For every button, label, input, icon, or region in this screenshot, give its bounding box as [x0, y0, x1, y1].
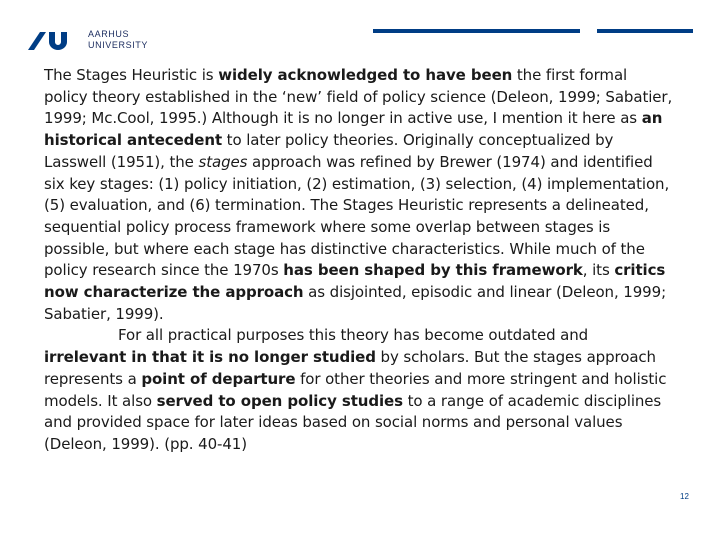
text-run: as disjointed, episodic and linear (Deleon, 1999; Sabatier, 1999).: [44, 283, 667, 323]
text-run: to a range of academic disciplines and provided space for later ideas based on social norms and personal values (Deleon, 1999). (pp. 40-41): [44, 391, 662, 453]
university-name: [88, 29, 148, 51]
text-run: for other theories and more stringent and holistic models. It also: [44, 369, 667, 410]
quotation-body: [44, 65, 674, 456]
text-run: to later policy theories. Originally conceptualized by Lasswell (1951), the: [44, 131, 614, 171]
page-number: 12: [680, 492, 689, 501]
emphasis-bold: has been shaped by this framework: [283, 261, 583, 280]
header-rule-long: [373, 29, 580, 33]
paragraph-2: [44, 325, 674, 455]
emphasis-bold: an historical antecedent: [44, 109, 663, 150]
emphasis-bold: served to open policy studies: [156, 391, 403, 410]
text-run: the first formal policy theory established in the ‘new’ field of policy science (Deleon, 1999; Sabatier, 1999; Mc.Cool, 1995.) Although it is no longer in active use, I mention it here as: [44, 66, 673, 128]
text-run: , its: [582, 261, 615, 280]
emphasis-bold: critics now characterize the approach: [44, 261, 666, 302]
header-rule-short: [597, 29, 693, 33]
text-run: by scholars. But the stages approach represents a: [44, 348, 656, 388]
emphasis-italic: stages: [198, 152, 248, 171]
emphasis-bold: widely acknowledged to have been: [218, 66, 513, 84]
text-run: For all practical purposes this theory has become outdated and: [118, 326, 589, 345]
emphasis-bold: irrelevant in that it is no longer studied: [44, 348, 376, 367]
emphasis-bold: point of departure: [141, 369, 296, 388]
aarhus-university-logo-icon: [28, 30, 74, 52]
text-run: The Stages Heuristic is: [44, 66, 219, 84]
logo-line-aarhus: AARHUS: [88, 29, 130, 39]
logo-line-university: UNIVERSITY: [88, 40, 149, 50]
paragraph-1: [44, 65, 674, 325]
text-run: approach was refined by Brewer (1974) and identified six key stages: (1) policy initiation, (2) estimation, (3) selection, (4) implementation, (5) evaluation, and (6) termination. The Stages Heuristic represents a delineated, sequential policy process framework where some overlap between stages is possible, but where each stage has distinctive characteristics. While much of the policy research since the 1970s: [44, 152, 670, 280]
